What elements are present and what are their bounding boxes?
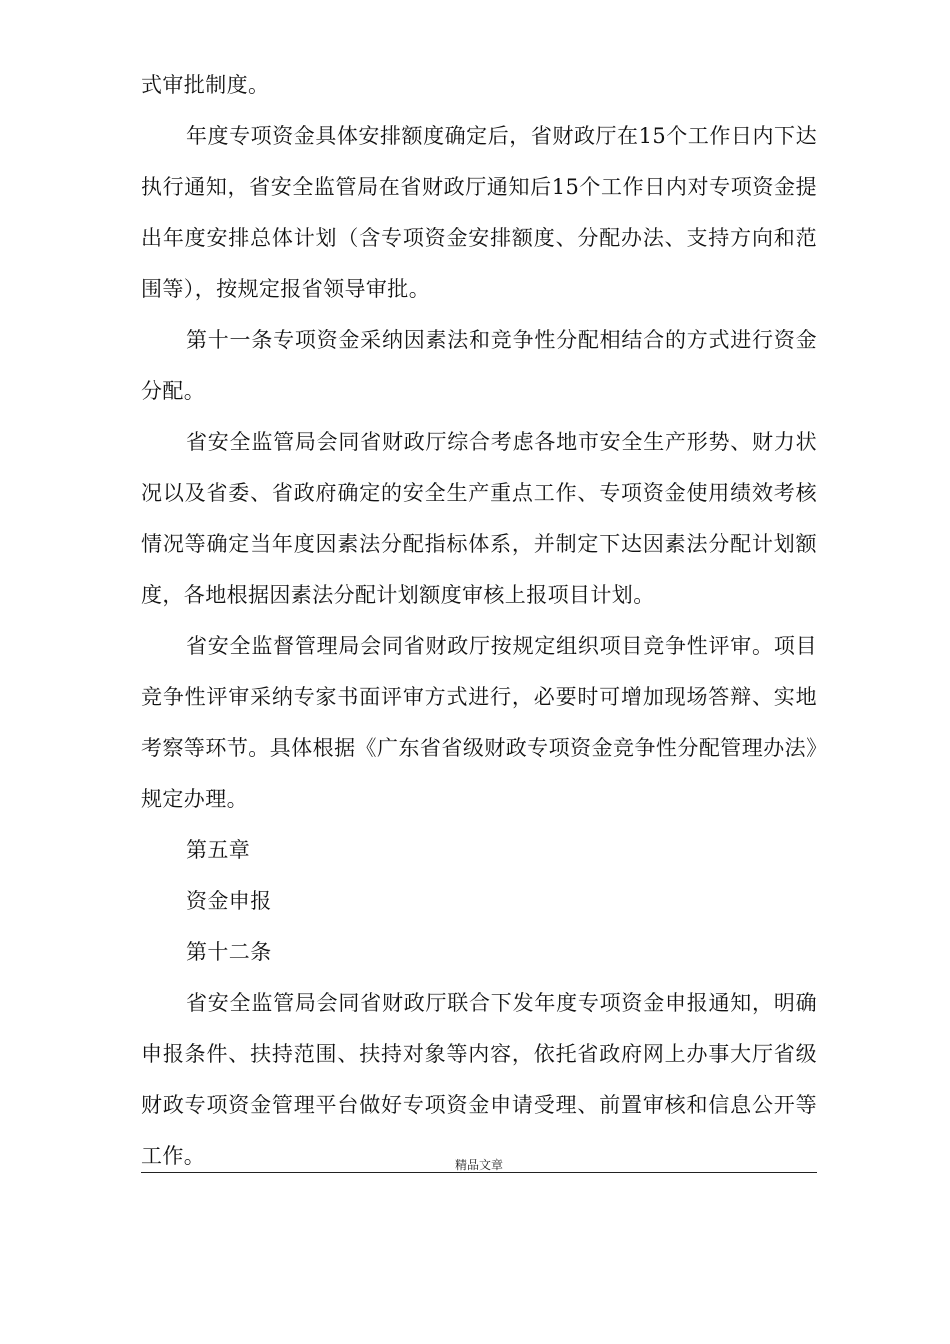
paragraph-continuation: 式审批制度。: [141, 73, 270, 97]
paragraph-application-notice: 省安全监管局会同省财政厅联合下发年度专项资金申报通知，明确申报条件、扶持范围、扶持对象等内容，依托省政府网上办事大厅省级财政专项资金管理平台做好专项资金申请受理、前置审核和信息公开等工作。: [141, 991, 817, 1168]
chapter-title: 资金申报: [186, 889, 272, 913]
footer-divider: [141, 1172, 817, 1173]
chapter-heading: 第五章: [186, 838, 251, 862]
paragraph-competitive-review: 省安全监督管理局会同省财政厅按规定组织项目竞争性评审。项目竞争性评审采纳专家书面评审方式进行，必要时可增加现场答辩、实地考察等环节。具体根据《广东省省级财政专项资金竞争性分配管理办法》规定办理。: [141, 634, 817, 811]
footer-label: 精品文章: [454, 1158, 503, 1172]
paragraph-factor-method: 省安全监管局会同省财政厅综合考虑各地市安全生产形势、财力状况以及省委、省政府确定的安全生产重点工作、专项资金使用绩效考核情况等确定当年度因素法分配指标体系，并制定下达因素法分配计划额度，各地根据因素法分配计划额度审核上报项目计划。: [141, 430, 817, 607]
article-heading: 第十二条: [186, 940, 272, 964]
paragraph-article-11: 第十一条专项资金采纳因素法和竞争性分配相结合的方式进行资金分配。: [141, 328, 817, 403]
paragraph-budget-notice: 年度专项资金具体安排额度确定后，省财政厅在15个工作日内下达执行通知，省安全监管局在省财政厅通知后15个工作日内对专项资金提出年度安排总体计划（含专项资金安排额度、分配办法、支持方向和范围等），按规定报省领导审批。: [141, 124, 817, 301]
document-body: [141, 60, 817, 1182]
